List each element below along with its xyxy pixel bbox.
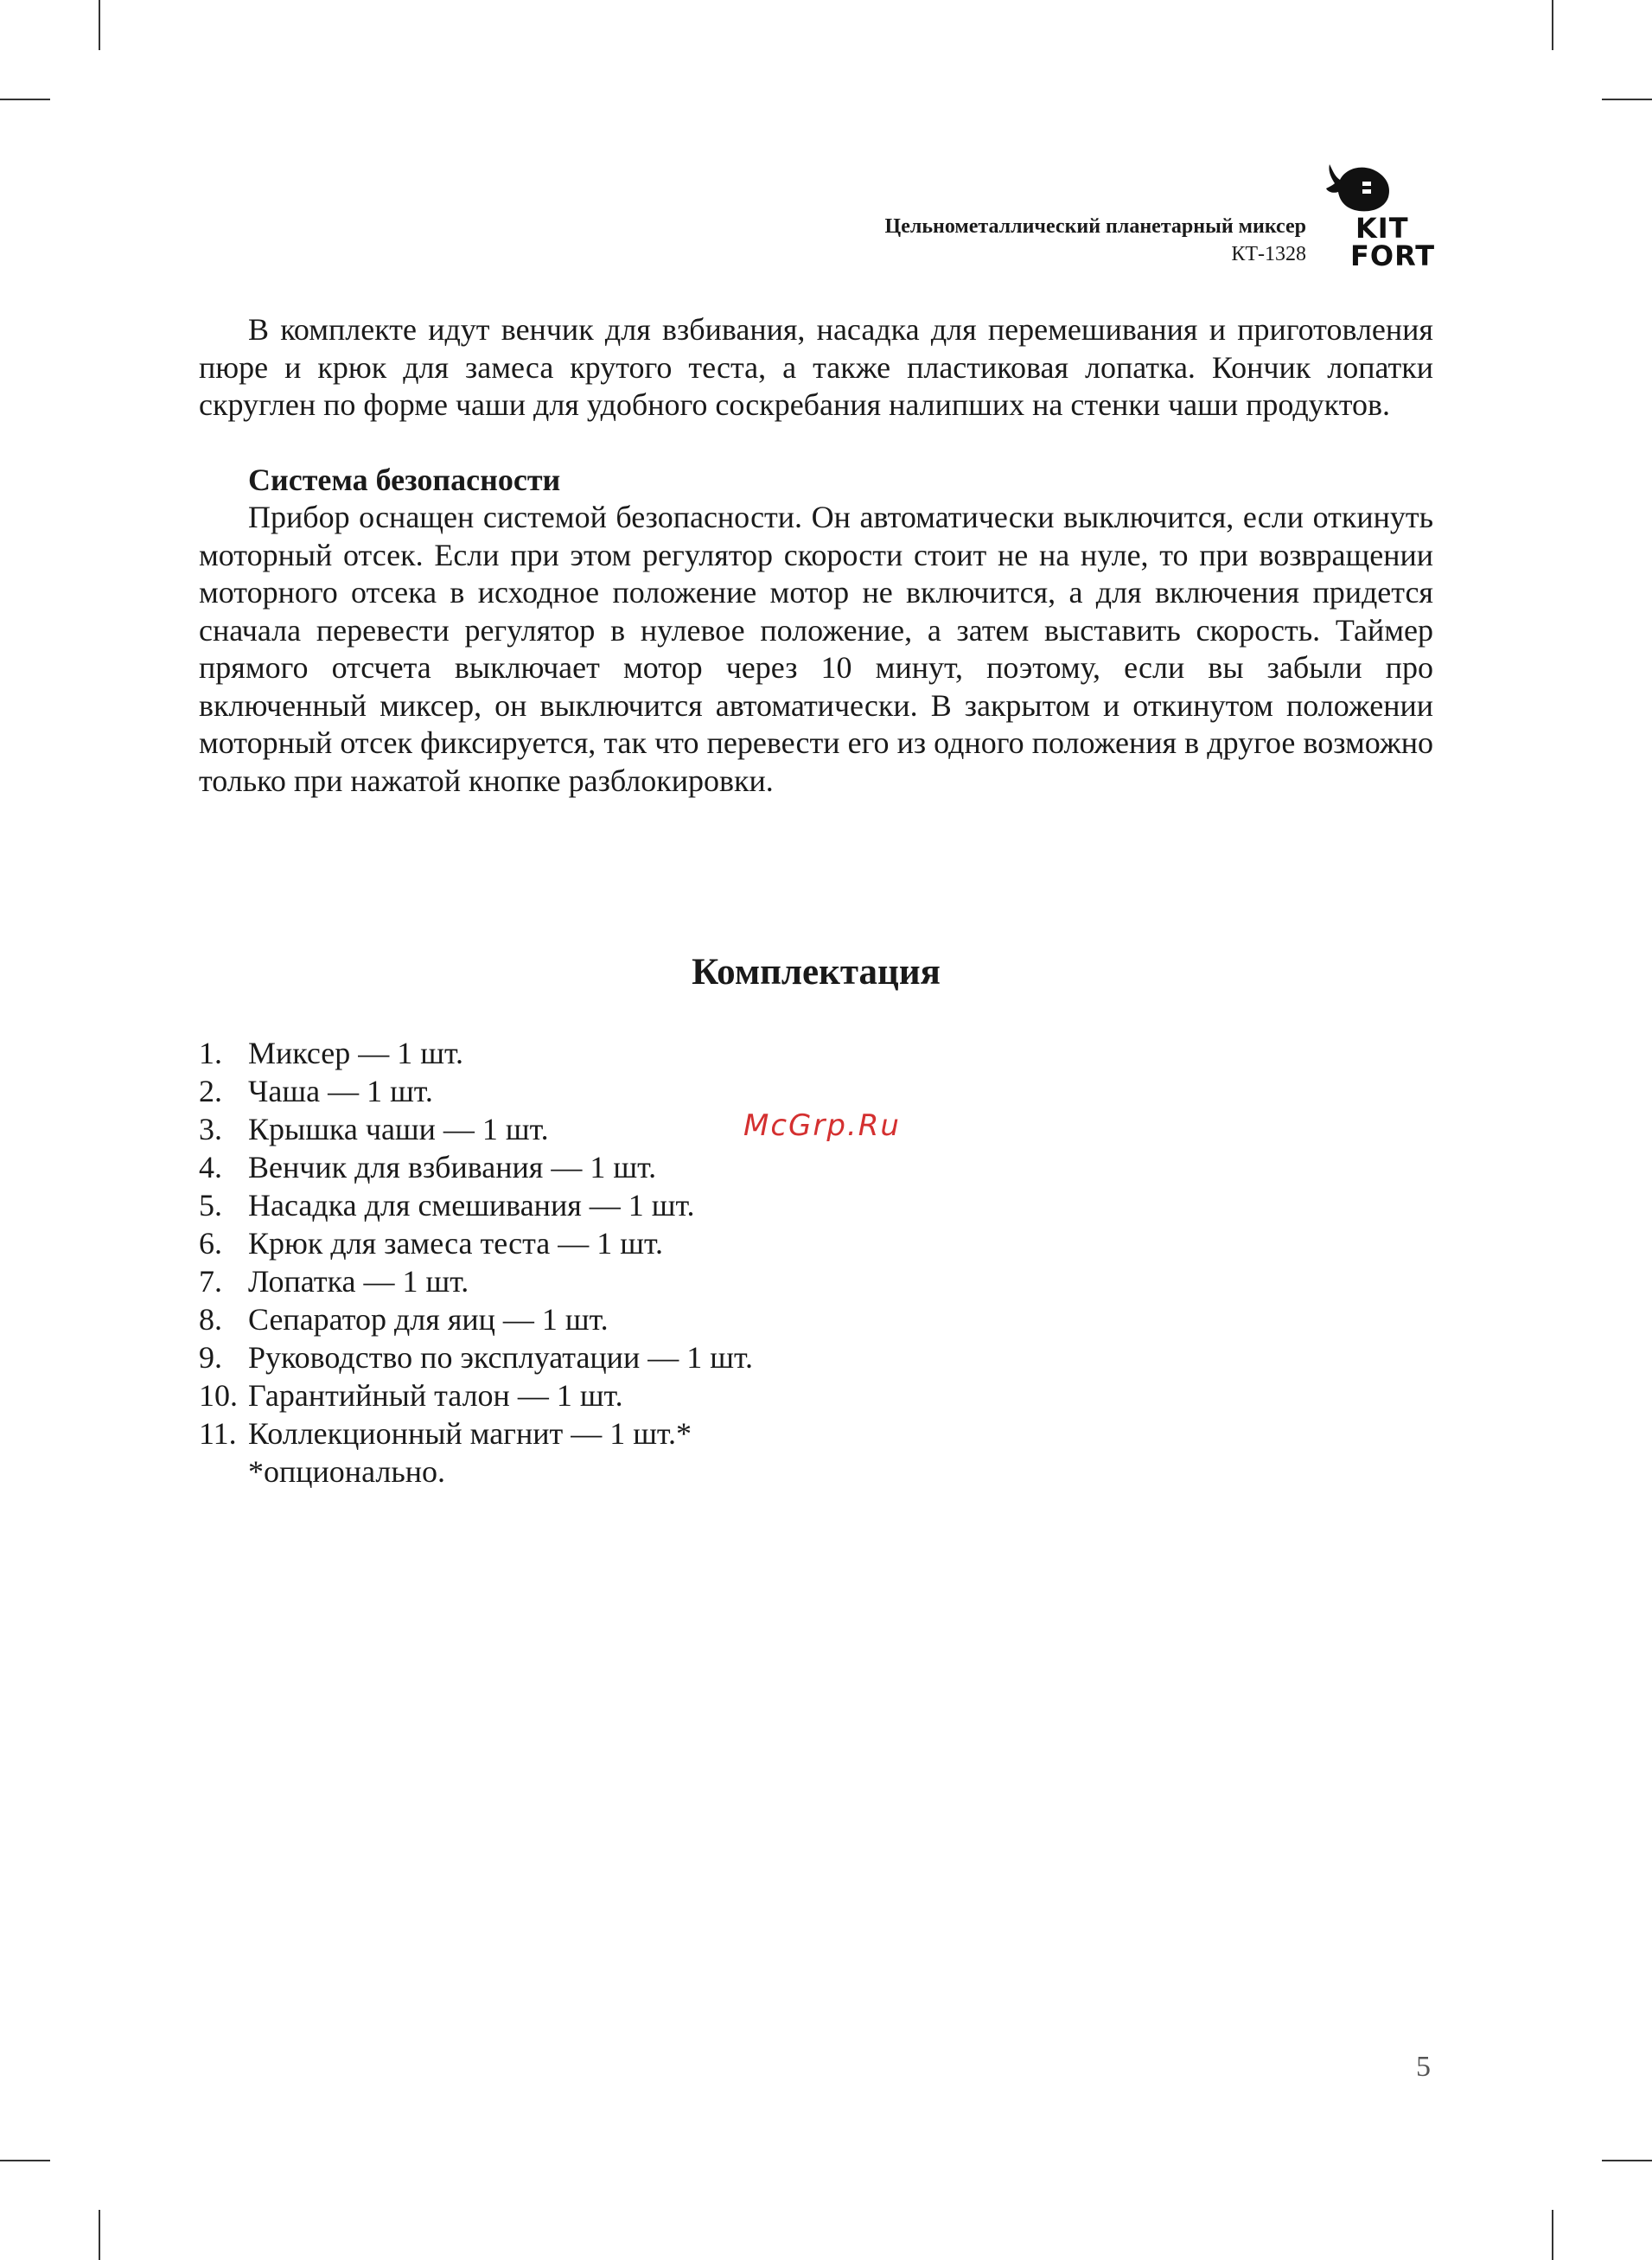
header-title: Цельнометаллический планетарный миксер — [884, 215, 1306, 238]
crop-mark — [0, 99, 50, 100]
list-item: 7. Лопатка — 1 шт. — [199, 1264, 469, 1299]
crop-mark — [1552, 0, 1553, 50]
crop-mark — [1552, 2210, 1553, 2260]
watermark-link[interactable]: McGrp.Ru — [743, 1108, 901, 1143]
list-item: 4. Венчик для взбивания — 1 шт. — [199, 1150, 657, 1184]
list-item: 9. Руководство по эксплуатации — 1 шт. — [199, 1340, 753, 1375]
kit-heading: Комплектация — [692, 952, 941, 993]
list-item: 10. Гарантийный талон — 1 шт. — [199, 1378, 623, 1413]
list-item: 2. Чаша — 1 шт. — [199, 1074, 433, 1108]
intro-paragraph: В комплекте идут венчик для взбивания, насадка для перемешивания и приготовления пюре и крюк для замеса крутого теста, а также пластиковая лопатка. Кончик лопатки скруглен по форме чаши для удобного соскребания налипших на стенки чаши продуктов. — [199, 312, 1433, 422]
kit-list — [199, 1034, 753, 1452]
list-item: 11. Коллекционный магнит — 1 шт.* — [199, 1416, 692, 1451]
logo-fort-text: FORT — [1350, 239, 1436, 272]
crop-mark — [1602, 99, 1652, 100]
whale-icon — [1324, 163, 1402, 216]
logo-kit-text: KIT — [1355, 212, 1409, 245]
list-item: 5. Насадка для смешивания — 1 шт. — [199, 1188, 695, 1223]
kitfort-logo — [1319, 163, 1436, 275]
safety-heading: Система безопасности — [248, 462, 561, 497]
list-item: 3. Крышка чаши — 1 шт. — [199, 1112, 549, 1146]
crop-mark — [99, 2210, 100, 2260]
crop-mark — [99, 0, 100, 50]
list-item: 8. Сепаратор для яиц — 1 шт. — [199, 1302, 609, 1337]
crop-mark — [1602, 2160, 1652, 2161]
list-item: 6. Крюк для замеса теста — 1 шт. — [199, 1226, 663, 1261]
crop-mark — [0, 2160, 50, 2161]
page-number: 5 — [1416, 2051, 1431, 2083]
optional-note: *опционально. — [248, 1454, 446, 1489]
running-header — [885, 213, 1306, 268]
list-item: 1. Миксер — 1 шт. — [199, 1036, 464, 1070]
header-model: КТ-1328 — [1231, 243, 1306, 265]
main-text — [199, 311, 1433, 800]
safety-paragraph: Прибор оснащен системой безопасности. Он автоматически выключится, если откинуть моторный отсек. Если при этом регулятор скорости стоит не на нуле, то при возвращении моторного отсека в исходное положение мотор не включится, а для включения придется сначала перевести регулятор в нулевое положение, а затем выставить скорость. Таймер прямого отсчета выключает мотор через 10 минут, поэтому, если вы забыли про включенный миксер, он выключится автоматически. В закрытом и откинутом положении моторный отсек фиксируется, так что перевести его из одного положения в другое возможно только при нажатой кнопке разблокировки. — [199, 500, 1433, 798]
